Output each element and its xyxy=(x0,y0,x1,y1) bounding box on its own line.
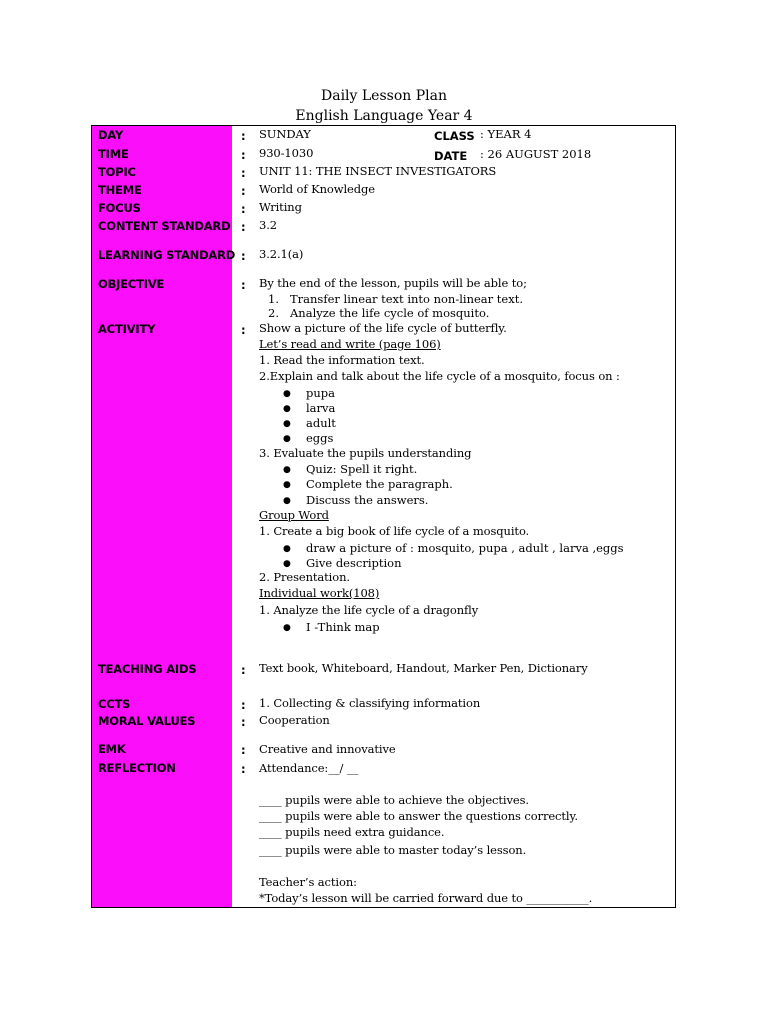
value-theme: World of Knowledge xyxy=(259,182,375,196)
colon: : xyxy=(241,202,246,216)
value-topic: UNIT 11: THE INSECT INVESTIGATORS xyxy=(259,164,497,178)
colon: : xyxy=(241,184,246,198)
label-teaching-aids: TEACHING AIDS xyxy=(98,662,197,676)
label-learning-standard: LEARNING STANDARD xyxy=(98,248,236,262)
value-day: SUNDAY xyxy=(259,127,311,141)
reflection-line: ____ pupils need extra guidance. xyxy=(259,825,445,839)
colon: : xyxy=(241,220,246,234)
label-focus: FOCUS xyxy=(98,201,141,215)
activity-section-heading: Individual work(108) xyxy=(259,586,380,600)
carry-forward-note: *Today’s lesson will be carried forward due to ___________. xyxy=(259,891,593,905)
bullet-icon: ● xyxy=(283,389,291,399)
activity-step: 1. Create a big book of life cycle of a mosquito. xyxy=(259,524,530,538)
activity-intro: Show a picture of the life cycle of butterfly. xyxy=(259,321,507,335)
value-ccts: 1. Collecting & classifying information xyxy=(259,696,481,710)
group-item: Give description xyxy=(306,556,402,570)
colon: : xyxy=(241,663,246,677)
label-objective: OBJECTIVE xyxy=(98,277,165,291)
objective-number: 2. xyxy=(268,306,279,320)
activity-step: 2. Presentation. xyxy=(259,570,350,584)
colon: : xyxy=(241,148,246,162)
individual-item: I -Think map xyxy=(306,620,380,634)
colon: : xyxy=(241,249,246,263)
label-moral-values: MORAL VALUES xyxy=(98,714,196,728)
focus-item: adult xyxy=(306,416,336,430)
label-content-standard: CONTENT STANDARD xyxy=(98,219,231,233)
colon: : xyxy=(241,323,246,337)
value-teaching-aids: Text book, Whiteboard, Handout, Marker Pen, Dictionary xyxy=(259,661,588,675)
objective-item: Transfer linear text into non-linear text. xyxy=(290,292,523,306)
reflection-line: ____ pupils were able to master today’s lesson. xyxy=(259,843,527,857)
label-day: DAY xyxy=(98,128,124,142)
reflection-attendance: Attendance:__/ __ xyxy=(259,761,359,775)
bullet-icon: ● xyxy=(283,480,291,490)
colon: : xyxy=(241,278,246,292)
value-time: 930-1030 xyxy=(259,146,314,160)
value-date: : 26 AUGUST 2018 xyxy=(480,147,592,161)
focus-item: larva xyxy=(306,401,336,415)
activity-section-heading: Let’s read and write (page 106) xyxy=(259,337,441,351)
colon: : xyxy=(241,743,246,757)
reflection-line: ____ pupils were able to answer the questions correctly. xyxy=(259,809,578,823)
label-column xyxy=(92,126,232,907)
label-reflection: REFLECTION xyxy=(98,761,176,775)
value-content-standard: 3.2 xyxy=(259,218,277,232)
document-title: Daily Lesson Plan xyxy=(321,88,447,104)
focus-item: eggs xyxy=(306,431,334,445)
group-item: draw a picture of : mosquito, pupa , adult , larva ,eggs xyxy=(306,541,624,555)
value-moral-values: Cooperation xyxy=(259,713,330,727)
colon: : xyxy=(241,698,246,712)
label-date: DATE xyxy=(434,149,468,163)
activity-step: 1. Analyze the life cycle of a dragonfly xyxy=(259,603,479,617)
label-class: CLASS xyxy=(434,129,475,143)
value-class: : YEAR 4 xyxy=(480,127,532,141)
focus-item: pupa xyxy=(306,386,335,400)
reflection-line: ____ pupils were able to achieve the objectives. xyxy=(259,793,529,807)
objective-item: Analyze the life cycle of mosquito. xyxy=(290,306,490,320)
label-topic: TOPIC xyxy=(98,165,136,179)
colon: : xyxy=(241,166,246,180)
label-time: TIME xyxy=(98,147,129,161)
teacher-action-label: Teacher’s action: xyxy=(259,875,357,889)
activity-step: 1. Read the information text. xyxy=(259,353,425,367)
bullet-icon: ● xyxy=(283,434,291,444)
document-subtitle: English Language Year 4 xyxy=(295,108,473,124)
objective-intro: By the end of the lesson, pupils will be able to; xyxy=(259,276,527,290)
label-activity: ACTIVITY xyxy=(98,322,156,336)
bullet-icon: ● xyxy=(283,559,291,569)
label-theme: THEME xyxy=(98,183,142,197)
value-emk: Creative and innovative xyxy=(259,742,396,756)
evaluation-item: Discuss the answers. xyxy=(306,493,429,507)
evaluation-item: Quiz: Spell it right. xyxy=(306,462,418,476)
bullet-icon: ● xyxy=(283,419,291,429)
activity-section-heading: Group Word xyxy=(259,508,329,522)
colon: : xyxy=(241,715,246,729)
value-focus: Writing xyxy=(259,200,302,214)
bullet-icon: ● xyxy=(283,465,291,475)
evaluation-item: Complete the paragraph. xyxy=(306,477,453,491)
label-emk: EMK xyxy=(98,742,126,756)
objective-number: 1. xyxy=(268,292,279,306)
activity-step: 3. Evaluate the pupils understanding xyxy=(259,446,472,460)
bullet-icon: ● xyxy=(283,496,291,506)
bullet-icon: ● xyxy=(283,623,291,633)
colon: : xyxy=(241,129,246,143)
bullet-icon: ● xyxy=(283,544,291,554)
label-ccts: CCTS xyxy=(98,697,131,711)
colon: : xyxy=(241,762,246,776)
bullet-icon: ● xyxy=(283,404,291,414)
activity-step: 2.Explain and talk about the life cycle of a mosquito, focus on : xyxy=(259,369,620,383)
value-learning-standard: 3.2.1(a) xyxy=(259,247,304,261)
